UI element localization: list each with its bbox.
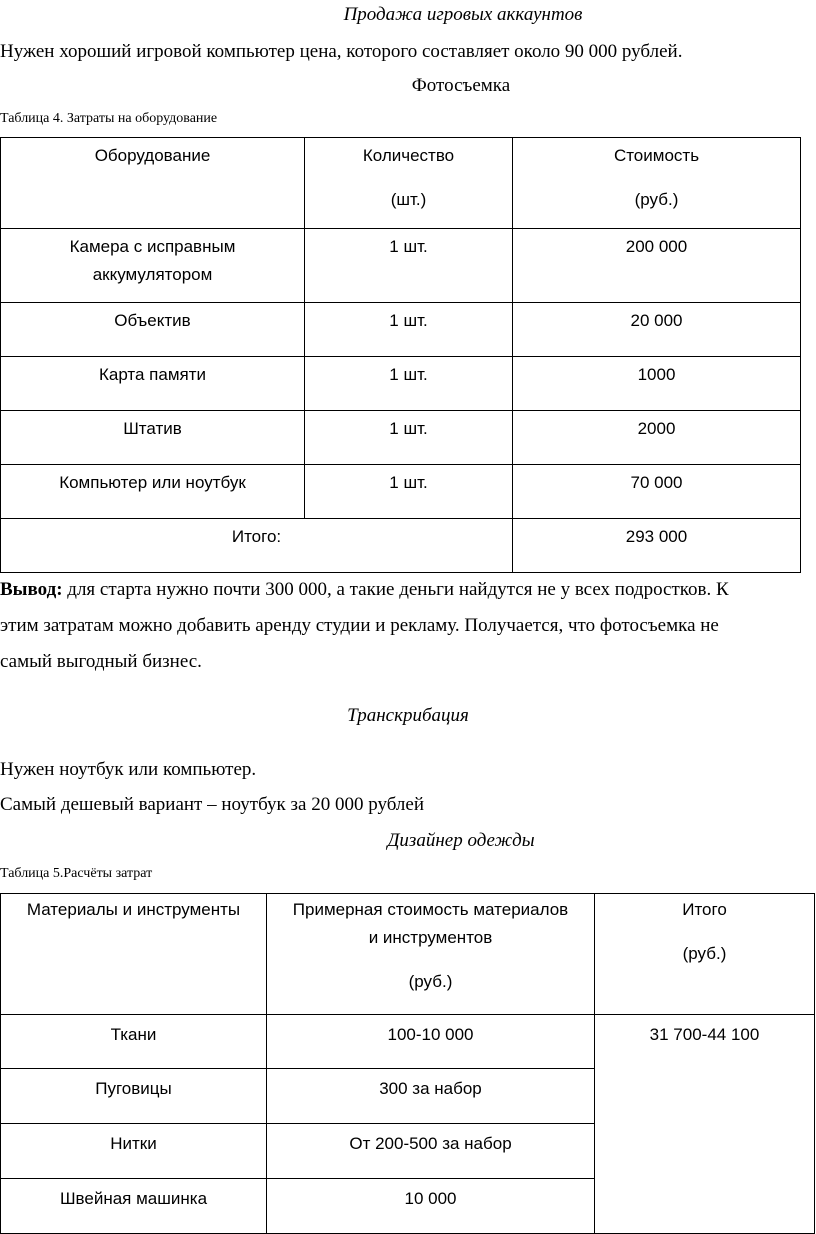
row-cost: 20 000: [513, 303, 801, 357]
total-cost-cell: 31 700-44 100: [595, 1015, 815, 1234]
header-equipment: Оборудование: [1, 138, 305, 229]
table-row: [1, 229, 801, 303]
table4-caption: Таблица 4. Затраты на оборудование: [0, 111, 218, 126]
header-approx-cost: Примерная стоимость материалов и инструментов (руб.): [267, 894, 595, 1015]
row-cost: 300 за набор: [267, 1069, 595, 1124]
row-cost: 100-10 000: [267, 1015, 595, 1069]
row-item: Камера с исправным аккумулятором: [1, 229, 305, 303]
total-label: Итого:: [1, 519, 513, 573]
table-header-row: [1, 138, 801, 229]
row-material: Нитки: [1, 1124, 267, 1179]
equipment-table: [0, 137, 801, 573]
header-cost: Стоимость (руб.): [513, 138, 801, 229]
table-row: [1, 465, 801, 519]
row-cost: 10 000: [267, 1179, 595, 1234]
conclusion-line-3: самый выгодный бизнес.: [0, 651, 202, 672]
row-item: Компьютер или ноутбук: [1, 465, 305, 519]
row-qty: 1 шт.: [305, 303, 513, 357]
heading-photography: Фотосъемка: [411, 75, 511, 96]
row-item: Штатив: [1, 411, 305, 465]
row-cost: 1000: [513, 357, 801, 411]
row-qty: 1 шт.: [305, 411, 513, 465]
clothing-costs-table: [0, 893, 815, 1234]
row-item: Карта памяти: [1, 357, 305, 411]
table-row: [1, 357, 801, 411]
table5-caption: Таблица 5.Расчёты затрат: [0, 866, 153, 881]
table-row: [1, 1015, 815, 1069]
table-header-row: [1, 894, 815, 1015]
table-row: [1, 303, 801, 357]
conclusion-label: Вывод:: [0, 579, 63, 600]
row-item: Объектив: [1, 303, 305, 357]
row-material: Швейная машинка: [1, 1179, 267, 1234]
row-cost: 2000: [513, 411, 801, 465]
header-total: Итого (руб.): [595, 894, 815, 1015]
header-quantity: Количество (шт.): [305, 138, 513, 229]
row-qty: 1 шт.: [305, 357, 513, 411]
row-cost: От 200-500 за набор: [267, 1124, 595, 1179]
transcription-line-2: Самый дешевый вариант – ноутбук за 20 000 рублей: [0, 794, 424, 815]
row-material: Пуговицы: [1, 1069, 267, 1124]
conclusion-line-2: этим затратам можно добавить аренду студии и рекламу. Получается, что фотосъемка не: [0, 615, 719, 636]
table-total-row: [1, 519, 801, 573]
row-qty: 1 шт.: [305, 465, 513, 519]
table-row: [1, 411, 801, 465]
total-value: 293 000: [513, 519, 801, 573]
conclusion-paragraph: [0, 572, 806, 680]
header-materials: Материалы и инструменты: [1, 894, 267, 1015]
heading-game-accounts: Продажа игровых аккаунтов: [343, 4, 583, 25]
heading-clothing-designer: Дизайнер одежды: [387, 830, 535, 851]
heading-transcription: Транскрибация: [347, 705, 469, 726]
row-material: Ткани: [1, 1015, 267, 1069]
row-cost: 200 000: [513, 229, 801, 303]
transcription-line-1: Нужен ноутбук или компьютер.: [0, 759, 257, 780]
row-qty: 1 шт.: [305, 229, 513, 303]
conclusion-line-1: для старта нужно почти 300 000, а такие деньги найдутся не у всех подростков. К: [62, 579, 729, 600]
game-accounts-text: Нужен хороший игровой компьютер цена, которого составляет около 90 000 рублей.: [0, 41, 683, 62]
row-cost: 70 000: [513, 465, 801, 519]
